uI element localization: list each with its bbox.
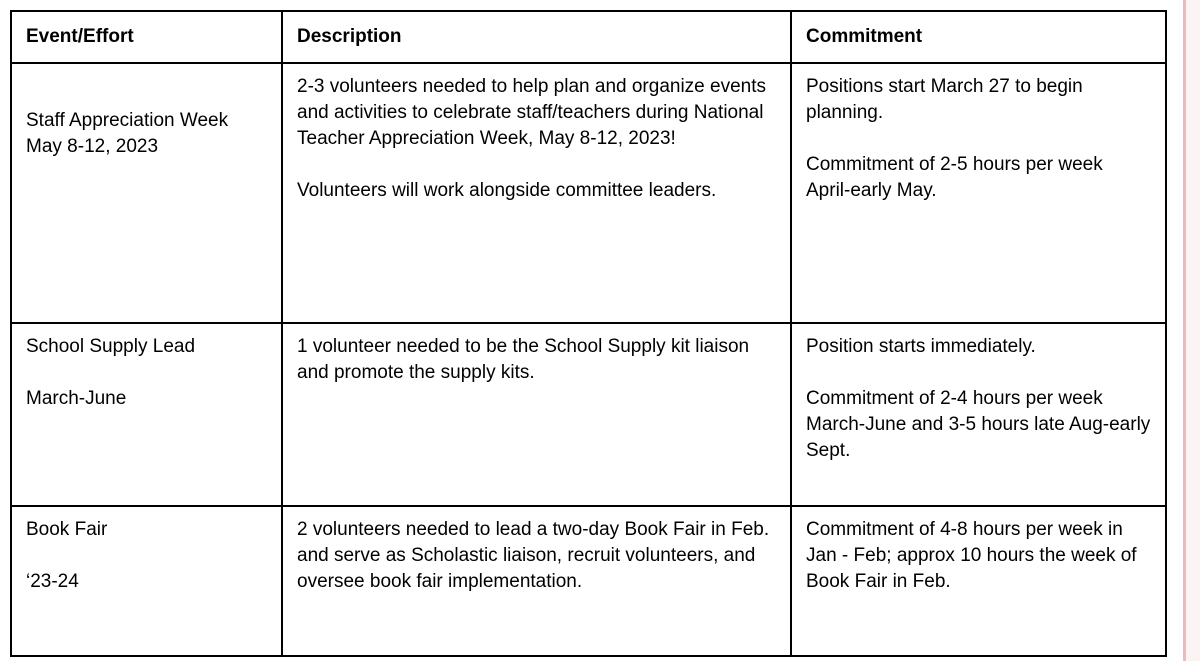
commitment-cell: Positions start March 27 to begin planning. Commitment of 2-5 hours per week April-early May. xyxy=(791,63,1166,323)
event-cell: School Supply Lead March-June xyxy=(11,323,282,506)
event-cell: Book Fair ‘23-24 xyxy=(11,506,282,656)
description-cell: 2-3 volunteers needed to help plan and organize events and activities to celebrate staff/teachers during National Teacher Appreciation Week, May 8-12, 2023! Volunteers will work alongside committee leaders. xyxy=(282,63,791,323)
row-book-fair xyxy=(11,506,1166,656)
page-edge-background xyxy=(1186,0,1200,661)
volunteer-opportunities-table xyxy=(10,10,1167,657)
description-cell: 2 volunteers needed to lead a two-day Book Fair in Feb. and serve as Scholastic liaison, recruit volunteers, and oversee book fair implementation. xyxy=(282,506,791,656)
header-event-effort: Event/Effort xyxy=(11,11,282,63)
commitment-cell: Commitment of 4-8 hours per week in Jan - Feb; approx 10 hours the week of Book Fair in Feb. xyxy=(791,506,1166,656)
event-cell: Staff Appreciation Week May 8-12, 2023 xyxy=(11,63,282,323)
header-commitment: Commitment xyxy=(791,11,1166,63)
table-header-row xyxy=(11,11,1166,63)
commitment-cell: Position starts immediately. Commitment of 2-4 hours per week March-June and 3-5 hours late Aug-early Sept. xyxy=(791,323,1166,506)
header-description: Description xyxy=(282,11,791,63)
page-edge-accent-line xyxy=(1183,0,1186,661)
row-school-supply-lead xyxy=(11,323,1166,506)
row-staff-appreciation-week xyxy=(11,63,1166,323)
description-cell: 1 volunteer needed to be the School Supply kit liaison and promote the supply kits. xyxy=(282,323,791,506)
